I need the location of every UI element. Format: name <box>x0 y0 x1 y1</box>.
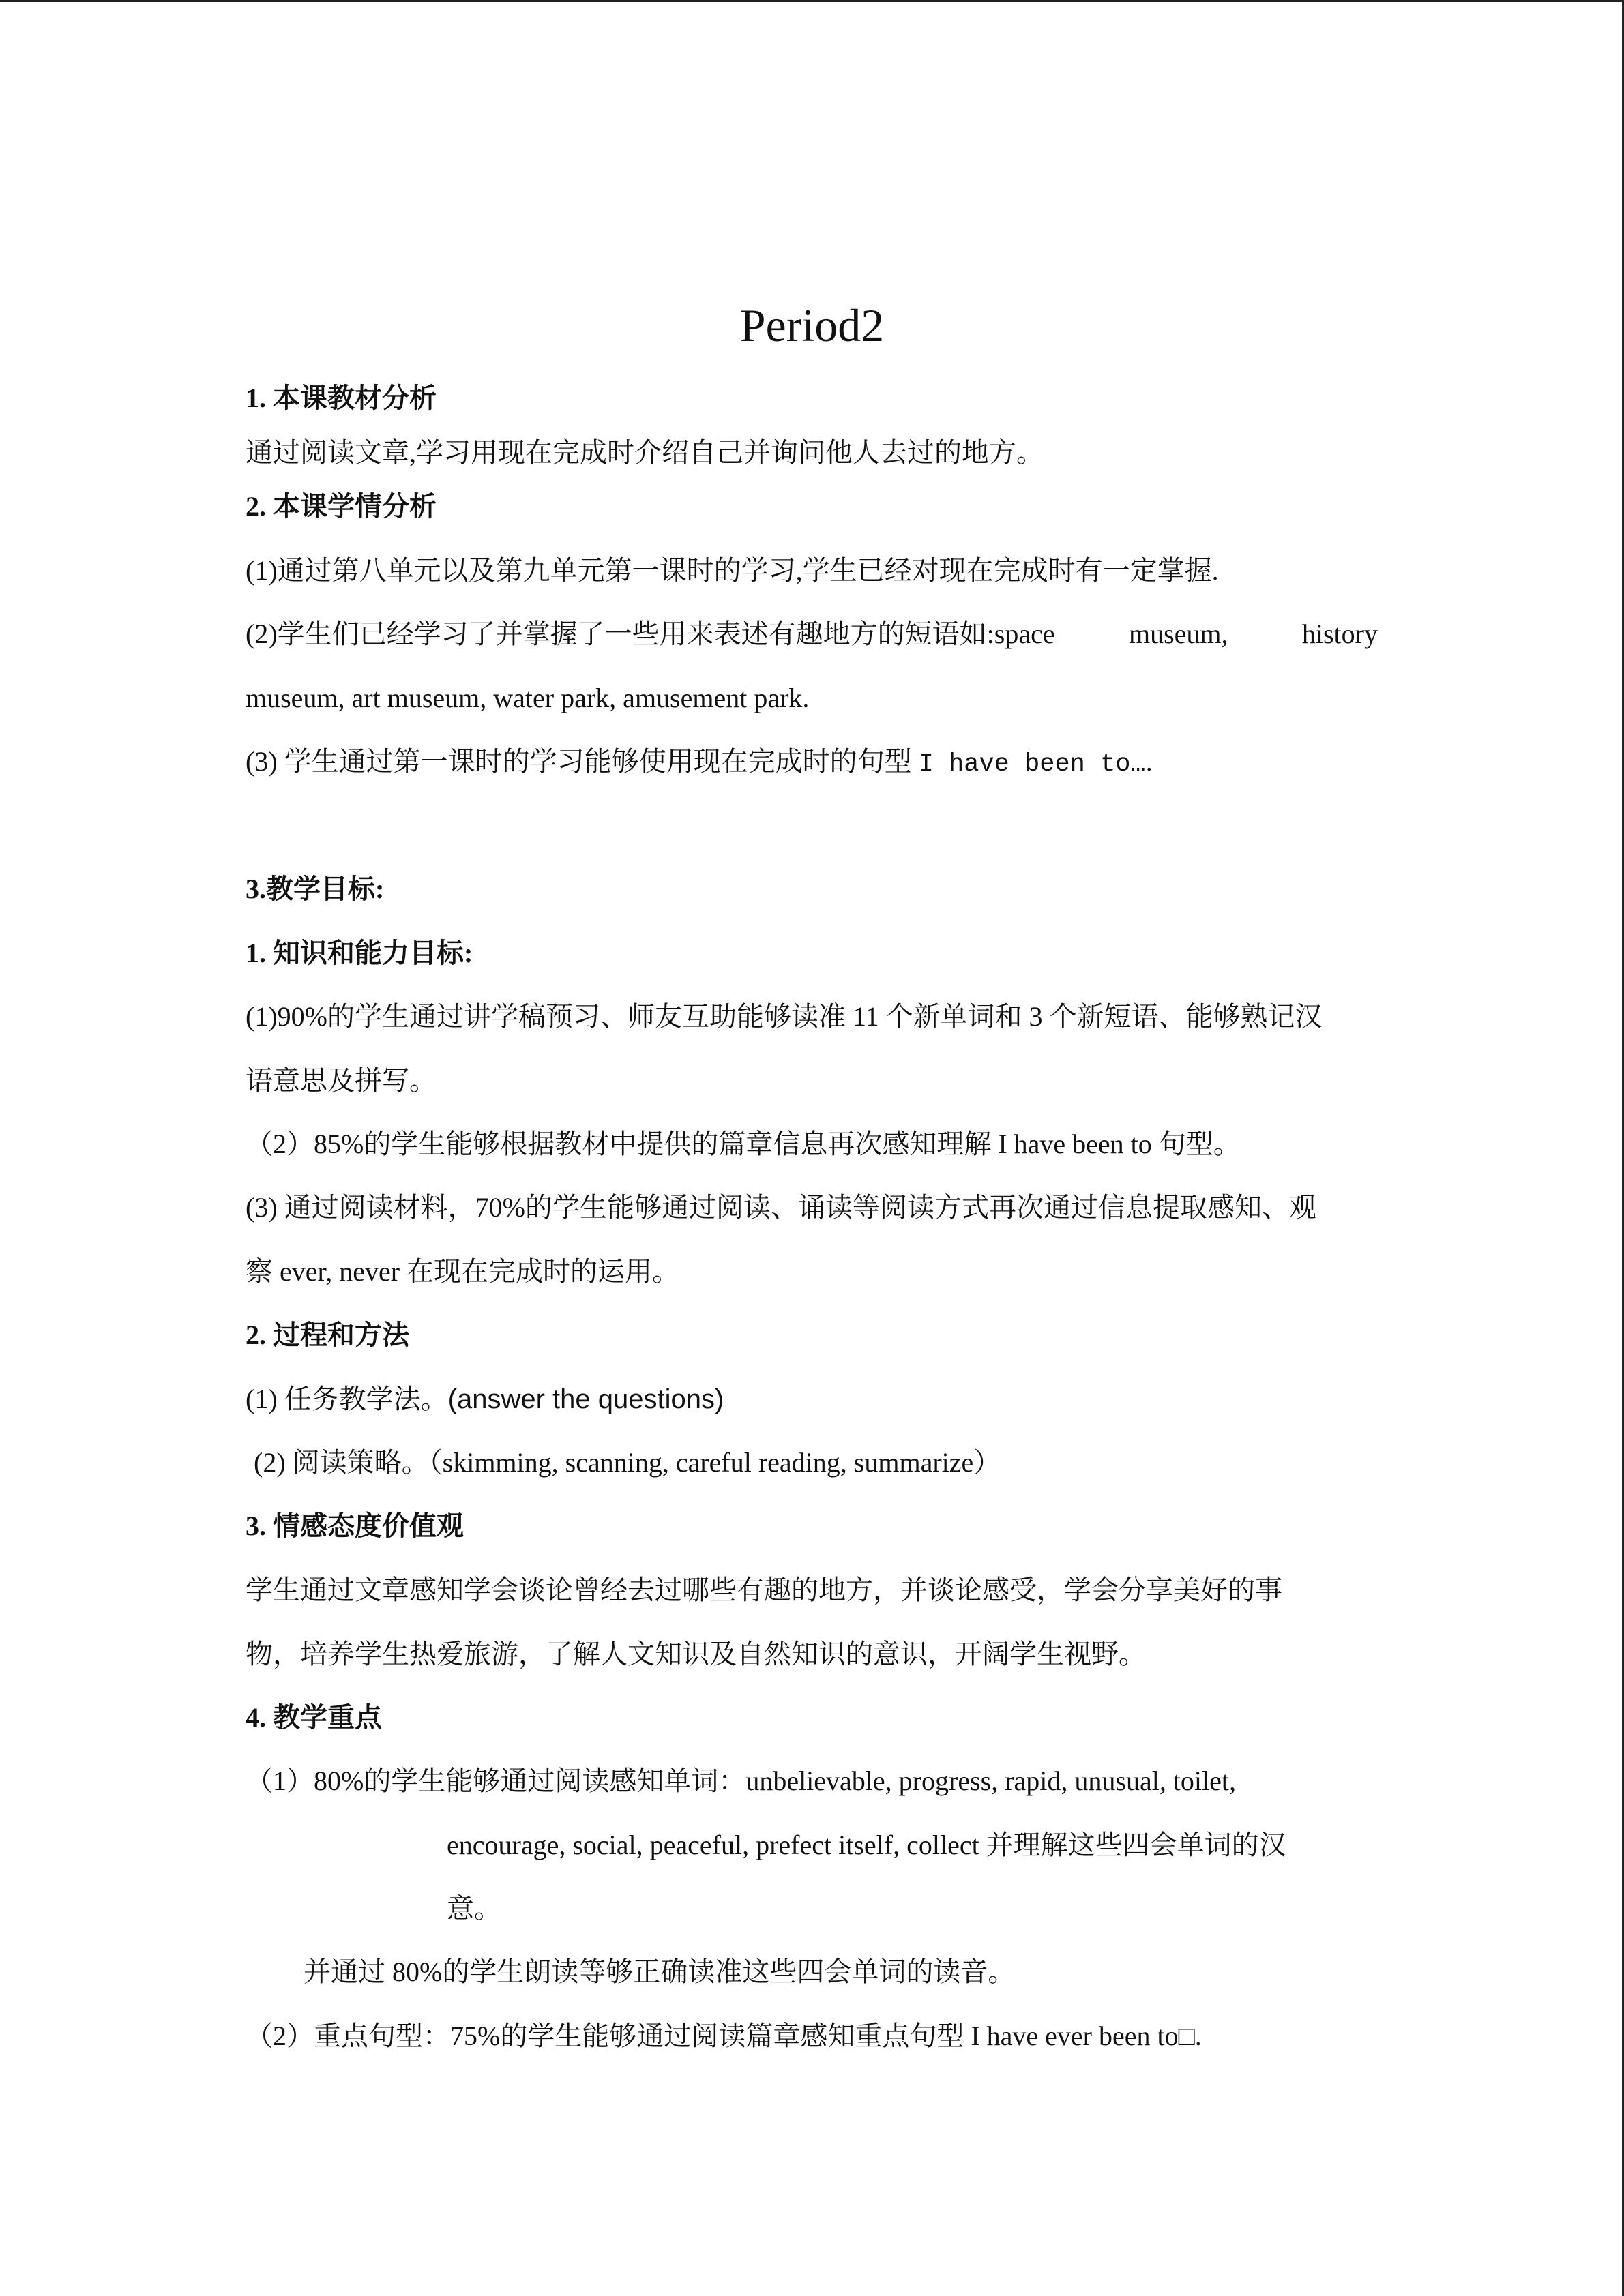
values-text-line-1: 学生通过文章感知学会谈论曾经去过哪些有趣的地方，并谈论感受，学会分享美好的事 <box>246 1575 1282 1605</box>
section-2-item-2-line-1 <box>246 616 1378 653</box>
key-point-2: （2）重点句型：75%的学生能够通过阅读篇章感知重点句型 I have ever been to□. <box>246 2021 1202 2051</box>
knowledge-item-3-line-1: (3) 通过阅读材料，70%的学生能够通过阅读、诵读等阅读方式再次通过信息提取感知、观 <box>246 1192 1316 1223</box>
method-item-1-english: (answer the questions) <box>447 1384 724 1414</box>
page-border-top <box>0 0 1624 2</box>
knowledge-item-3-line-2: 察 ever, never 在现在完成时的运用。 <box>246 1256 680 1287</box>
item-2-text: (2)学生们已经学习了并掌握了一些用来表述有趣地方的短语如:space <box>246 618 1055 649</box>
key-point-1-line-1: （1）80%的学生能够通过阅读感知单词：unbelievable, progress, rapid, unusual, toilet, <box>246 1765 1237 1796</box>
item-3-period: . <box>1145 746 1153 777</box>
method-item-1 <box>246 1381 724 1418</box>
values-text-line-2: 物，培养学生热爱旅游，了解人文知识及自然知识的意识，开阔学生视野。 <box>246 1639 1146 1669</box>
section-1-text: 通过阅读文章,学习用现在完成时介绍自己并询问他人去过的地方。 <box>246 437 1044 468</box>
section-2-item-2-line-2: museum, art museum, water park, amusement park. <box>246 683 810 713</box>
item-3-text: (3) 学生通过第一课时的学习能够使用现在完成时的句型 <box>246 746 912 777</box>
section-2-item-3 <box>246 743 1153 780</box>
knowledge-item-2: （2）85%的学生能够根据教材中提供的篇章信息再次感知理解 I have been to 句型。 <box>246 1129 1241 1159</box>
knowledge-item-1-line-1: (1)90%的学生通过讲学稿预习、师友互助能够读准 11 个新单词和 3 个新短语、能够熟记汉 <box>246 1001 1323 1032</box>
section-1-heading: 1. 本课教材分析 <box>246 383 437 413</box>
method-item-2: (2) 阅读策略。（skimming, scanning, careful reading, summarize） <box>254 1447 1001 1478</box>
section-2-item-1: (1)通过第八单元以及第九单元第一课时的学习,学生已经对现在完成时有一定掌握. <box>246 555 1219 586</box>
section-3-heading: 3.教学目标: <box>246 874 385 904</box>
key-point-1-line-3: 意。 <box>447 1893 501 1924</box>
subsection-process-heading: 2. 过程和方法 <box>246 1320 409 1350</box>
item-2-word-museum: museum, <box>1128 618 1228 649</box>
item-2-word-history: history <box>1301 618 1378 649</box>
key-point-1-line-2: encourage, social, peaceful, prefect itself, collect 并理解这些四会单词的汉 <box>447 1830 1286 1860</box>
subsection-knowledge-heading: 1. 知识和能力目标: <box>246 938 473 968</box>
subsection-key-points-heading: 4. 教学重点 <box>246 1702 382 1733</box>
subsection-values-heading: 3. 情感态度价值观 <box>246 1510 464 1541</box>
page-title: Period2 <box>739 299 885 351</box>
method-item-1-text: (1) 任务教学法。 <box>246 1384 448 1414</box>
item-3-sentence-pattern: I have been to… <box>918 750 1146 779</box>
key-point-1-line-4: 并通过 80%的学生朗读等够正确读准这些四会单词的读音。 <box>304 1956 1016 1987</box>
section-2-heading: 2. 本课学情分析 <box>246 491 437 522</box>
knowledge-item-1-line-2: 语意思及拼写。 <box>246 1065 437 1096</box>
